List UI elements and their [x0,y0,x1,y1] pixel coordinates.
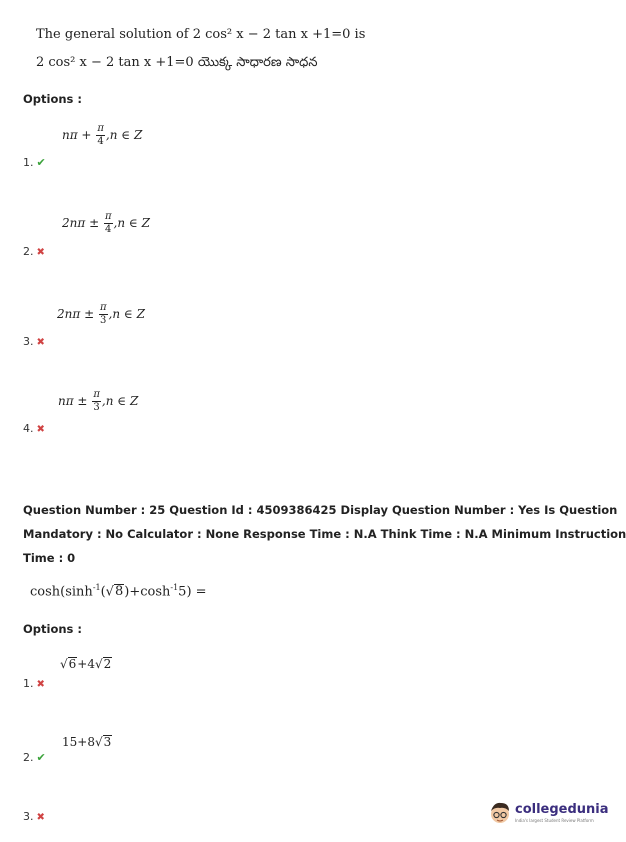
wrong-cross-icon: ✖ [36,812,45,823]
correct-check-icon: ✔ [36,751,46,764]
collegedunia-logo: collegedunia India's largest Student Review Platform [488,800,609,826]
q1-option-3-label: 3. ✖ [23,335,45,348]
wrong-cross-icon: ✖ [36,337,45,348]
q2-option-1-label: 1. ✖ [23,677,45,690]
question-meta-line-3: Time : 0 [23,551,76,565]
question-2-expression: $\cosh(\sinh^{-1}(√8)+\cosh^{-1}5)$ = [30,583,207,600]
question-text-telugu: 2 cos² x − 2 tan x +1=0 యొక్క సాధారణ సాధన [36,55,318,70]
q1-option-1-expression: nπ + $\frac{\pi}{4}$ ,n ∈ Z [62,123,143,147]
q1-option-4-label: 4. ✖ [23,422,45,435]
question-meta-line-2: Mandatory : No Calculator : None Response Time : N.A Think Time : N.A Minimum Instruction [23,527,626,541]
q1-option-2-label: 2. ✖ [23,245,45,258]
wrong-cross-icon: ✖ [36,247,45,258]
q1-option-2-expression: 2nπ ± $\frac{\pi}{4}$ ,n ∈ Z [62,211,150,235]
q1-option-1-label: 1. ✔ [23,156,46,169]
options-heading: Options : [23,92,82,106]
wrong-cross-icon: ✖ [36,679,45,690]
q2-option-2-expression: 15+8√3 [62,735,112,749]
correct-check-icon: ✔ [36,156,46,169]
question-text-english: The general solution of 2 cos² x − 2 tan x +1=0 is [36,27,366,42]
wrong-cross-icon: ✖ [36,424,45,435]
q1-option-3-expression: 2nπ ± $\frac{\pi}{3}$ ,n ∈ Z [57,302,145,326]
question-meta-line-1: Question Number : 25 Question Id : 4509386425 Display Question Number : Yes Is Question [23,503,618,517]
mascot-icon [488,800,512,826]
options-heading-2: Options : [23,622,82,636]
q2-option-3-label: 3. ✖ [23,810,45,823]
q2-option-1-expression: √6+4√2 [60,657,112,671]
q2-option-2-label: 2. ✔ [23,751,46,764]
q1-option-4-expression: nπ ± $\frac{\pi}{3}$ ,n ∈ Z [58,389,139,413]
